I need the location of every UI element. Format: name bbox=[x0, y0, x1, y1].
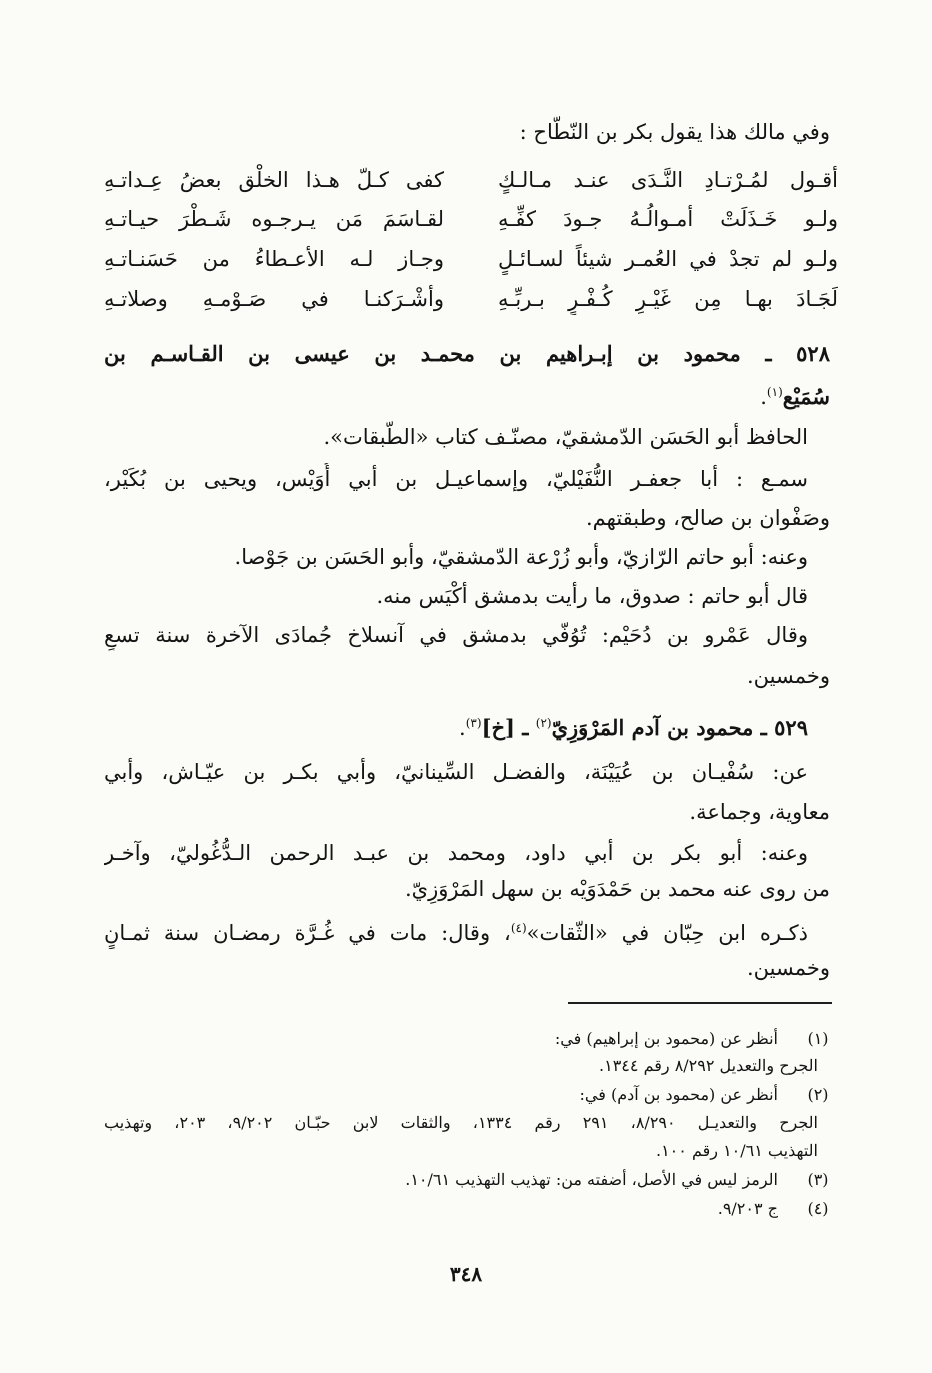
entry-text: وصَفْوان بن صالح، وطبقتهم. bbox=[585, 506, 830, 530]
poem-verse bbox=[104, 283, 838, 315]
verse-second-hemistich: وأشْـرَكنـا في صَـوْمـهِ وصلاتـهِ bbox=[104, 287, 444, 311]
footnote-text: الجرح والتعديـل ٨/٢٩٠، ٢٩١ رقم ١٣٣٤، والثقات لابن حبّـان ٩/٢٠٢، ٢٠٣، وتهذيب bbox=[104, 1113, 818, 1132]
entry-text: وخمسين. bbox=[747, 956, 830, 980]
verse-second-hemistich: وجـاز لـه الأعـطاءُ من حَسَنـاتـهِ bbox=[104, 247, 444, 271]
footnote-text: أنظر عن (محمود بن آدم) في: bbox=[579, 1085, 778, 1104]
source-code: ـ [خ] bbox=[481, 715, 536, 740]
entry-text: الحافظ أبو الحَسَن الدّمشقيّ، مصنّـف كتاب «الطّبقات». bbox=[323, 425, 808, 449]
page-number: ٣٤٨ bbox=[449, 1262, 483, 1286]
footnote-text: الرمز ليس في الأصل، أضفته من: تهذيب التهذيب ١٠/٦١. bbox=[405, 1170, 778, 1189]
footnote-number: (٢) bbox=[807, 1085, 829, 1104]
footnote-ref: (٤) bbox=[510, 921, 527, 935]
footnote-ref: (٣) bbox=[465, 716, 482, 730]
verse-first-hemistich: لَجَـادَ بهـا مِن غَيْـرِ كُـفْـرٍ بـربِّـهِ bbox=[498, 287, 838, 311]
verse-first-hemistich: ولـو خَـذَلَتْ أمـوالُـهُ جـودَ كفِّـهِ bbox=[498, 207, 838, 231]
poem-verse bbox=[104, 243, 838, 275]
entry-text: قال أبو حاتم : صدوق، ما رأيت بدمشق أكْيَس منه. bbox=[376, 584, 808, 608]
verse-first-hemistich: أقـول لمُـرْتـادِ النَّـدَى عنـد مـالـكٍ bbox=[498, 168, 838, 192]
entry-name: ٥٢٩ ـ محمود بن آدم المَرْوَزِيّ bbox=[551, 715, 808, 740]
punctuation: . bbox=[459, 716, 466, 740]
footnote-continued bbox=[104, 1138, 836, 1164]
footnote-ref: (١) bbox=[766, 385, 783, 399]
entry-text: سمـع : أبا جعفـر النُّفَيْليّ، وإسماعيـل بن أبي أُوَيْس، ويحيى بن بُكَيْر، bbox=[104, 467, 808, 491]
footnote-ref: (٢) bbox=[535, 716, 552, 730]
entry-heading bbox=[104, 707, 808, 744]
footnote-continued bbox=[104, 1110, 836, 1136]
entry-text: ذكـره ابن حِبّان في «الثّقات»$^{(٤)}$، وقال: مات في غُـرَّة رمضـان سنة ثمـانٍ bbox=[104, 921, 808, 945]
footnote bbox=[104, 1167, 836, 1193]
footnote bbox=[104, 1082, 836, 1108]
poem-verse bbox=[104, 164, 838, 196]
entry-heading: ٥٢٨ ـ محمود بن إبـراهيم بن محمـد بن عيسى بن القـاسـم بن bbox=[104, 341, 830, 366]
footnote bbox=[104, 1026, 836, 1052]
intro-line: وفي مالك هذا يقول بكر بن النّطّاح : bbox=[519, 120, 830, 144]
verse-second-hemistich: كفى كـلّ هـذا الخلْق بعضُ عِـداتـهِ bbox=[104, 168, 444, 192]
footnote-separator bbox=[568, 1002, 832, 1004]
footnote-number: (٣) bbox=[807, 1170, 829, 1189]
footnote bbox=[104, 1196, 836, 1222]
poem-verse bbox=[104, 203, 838, 235]
footnote-text: ج ٩/٢٠٣. bbox=[717, 1199, 778, 1218]
entry-text: معاوية، وجماعة. bbox=[689, 800, 830, 824]
punctuation: . bbox=[760, 385, 767, 409]
entry-text: وعنه: أبو بكر بن أبي داود، ومحمد بن عبـد الرحمن الـدُّغُوليّ، وآخـر bbox=[104, 841, 808, 865]
footnote-text: الجرح والتعديل ٨/٢٩٢ رقم ١٣٤٤. bbox=[599, 1056, 818, 1075]
verse-second-hemistich: لقـاسَمَ مَن يـرجـوه شَـطْرَ حيـاتـهِ bbox=[104, 207, 444, 231]
verse-first-hemistich: ولـو لم تجدْ في العُمـر شيئاً لسـائـلٍ bbox=[498, 247, 838, 271]
footnote-number: (١) bbox=[807, 1029, 829, 1048]
entry-text: عن: سُفْيـان بن عُيَيْنَة، والفضـل السِّينانيّ، وأبي بكـر بن عيّـاش، وأبي bbox=[104, 760, 808, 784]
footnote-text: أنظر عن (محمود بن إبراهيم) في: bbox=[554, 1029, 778, 1048]
entry-text: وعنه: أبو حاتم الرّازيّ، وأبو زُرْعة الدّمشقيّ، وأبو الحَسَن بن جَوْصا. bbox=[234, 545, 808, 569]
entry-text: وخمسين. bbox=[747, 664, 830, 688]
footnote-text: التهذيب ١٠/٦١ رقم ١٠٠. bbox=[655, 1141, 818, 1160]
entry-text: من روى عنه محمد بن حَمْدَوَيْه بن سهل المَرْوَزِيّ. bbox=[404, 877, 830, 901]
footnote-continued bbox=[104, 1053, 836, 1079]
footnote-number: (٤) bbox=[807, 1199, 829, 1218]
entry-name: سُمَيْع bbox=[782, 384, 830, 409]
entry-text: وقال عَمْرو بن دُحَيْم: تُوُفّي بدمشق في آنسلاخ جُمادَى الآخرة سنة تسعٍ bbox=[104, 623, 808, 647]
entry-heading-continued bbox=[104, 376, 830, 413]
